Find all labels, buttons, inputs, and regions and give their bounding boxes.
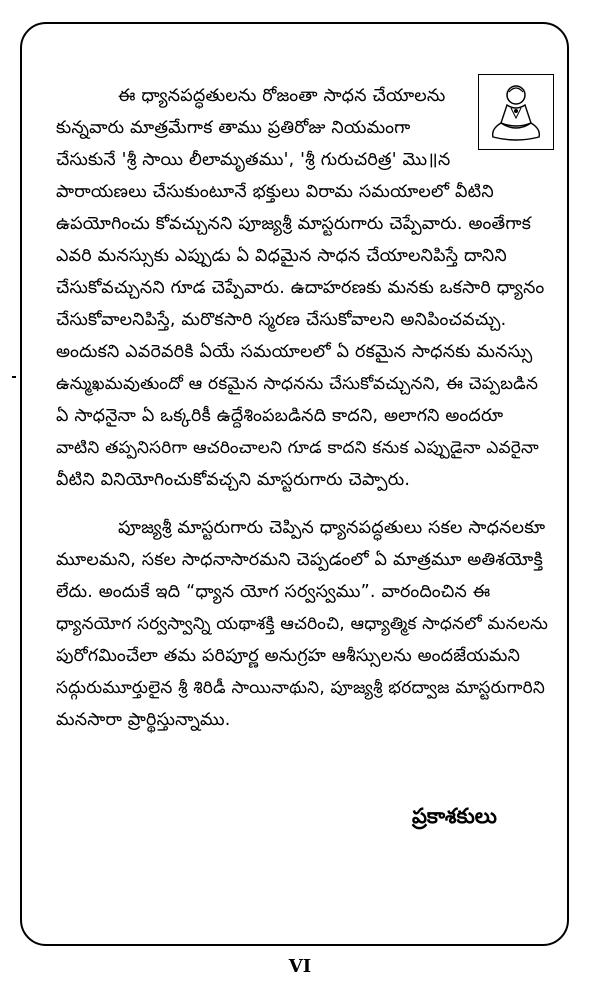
text-line: పురోగమించేలా తమ పరిపూర్ణ అనుగ్రహ ఆశీస్సులను అందజేయమని (56, 646, 521, 666)
text-line: సద్గురుమూర్తులైన శ్రీ శిరిడీ సాయినాథుని, పూజ్యశ్రీ భరద్వాజ మాస్టరుగారిని (56, 678, 546, 698)
master-portrait-image (478, 74, 554, 150)
text-line: చేసుకోవాలనిపిస్తే, మరొకసారి స్మరణ చేసుకోవాలని అనిపించవచ్చు. (56, 310, 507, 330)
text-line: కున్నవారు మాత్రమేగాక తాము ప్రతిరోజు నియమంగా (56, 118, 411, 138)
text-line: వాటిని తప్పనిసరిగా ఆచరించాలని గూడ కాదని కనుక ఎప్పుడైనా ఎవరైనా (56, 438, 539, 458)
text-line: వీటిని వినియోగించుకోవచ్చని మాస్టరుగారు చెప్పారు. (56, 470, 411, 490)
text-line: ఈ ధ్యానపద్ధతులను రోజంతా సాధన చేయాలను (118, 86, 446, 106)
margin-mark (12, 376, 16, 378)
text-line: అందుకని ఎవరెవరికి ఏయే సమయాలలో ఏ రకమైన సాధనకు మనస్సు (56, 342, 533, 362)
text-line: ఎవరి మనస్సుకు ఎప్పుడు ఏ విధమైన సాధన చేయాలనిపిస్తే దానిని (56, 246, 507, 266)
text-line: పూజ్యశ్రీ మాస్టరుగారు చెప్పిన ధ్యానపద్ధతులు సకల సాధనలకూ (118, 518, 546, 538)
publisher-signature: ప్రకాశకులు (412, 804, 497, 828)
text-line: ఉపయోగించు కోవచ్చునని పూజ్యశ్రీ మాస్టరుగారు చెప్పేవారు. అంతేగాక (56, 214, 532, 234)
text-line: ఏ సాధనైనా ఏ ఒక్కరికీ ఉద్దేశింపబడినది కాదని, అలాగని అందరూ (56, 406, 504, 426)
text-line: మనసారా ప్రార్థిస్తున్నాము. (56, 710, 231, 730)
page-number: VI (288, 956, 312, 977)
text-line: చేసుకోవచ్చునని గూడ చెప్పేవారు. ఉదాహరణకు మనకు ఒకసారి ధ్యానం (56, 278, 545, 298)
text-line: మూలమని, సకల సాధనాసారమని చెప్పడంలో ఏ మాత్రమూ అతిశయోక్తి (56, 550, 543, 570)
text-line: ధ్యానయోగ సర్వస్వాన్ని యథాశక్తి ఆచరించి, ఆధ్యాత్మిక సాధనలో మనలను (56, 614, 549, 634)
text-line: చేసుకునే 'శ్రీ సాయి లీలామృతము', 'శ్రీ గురుచరిత్ర' మొ॥న (56, 150, 451, 170)
text-line: ఉన్ముఖమవుతుందో ఆ రకమైన సాధనను చేసుకోవచ్చునని, ఈ చెప్పబడిన (56, 374, 539, 394)
text-line: లేదు. అందుకే ఇది “ధ్యాన యోగ సర్వస్వము”. వారందించిన ఈ (56, 582, 491, 602)
text-line: పారాయణలు చేసుకుంటూనే భక్తులు విరామ సమయాలలో వీటిని (56, 182, 494, 202)
